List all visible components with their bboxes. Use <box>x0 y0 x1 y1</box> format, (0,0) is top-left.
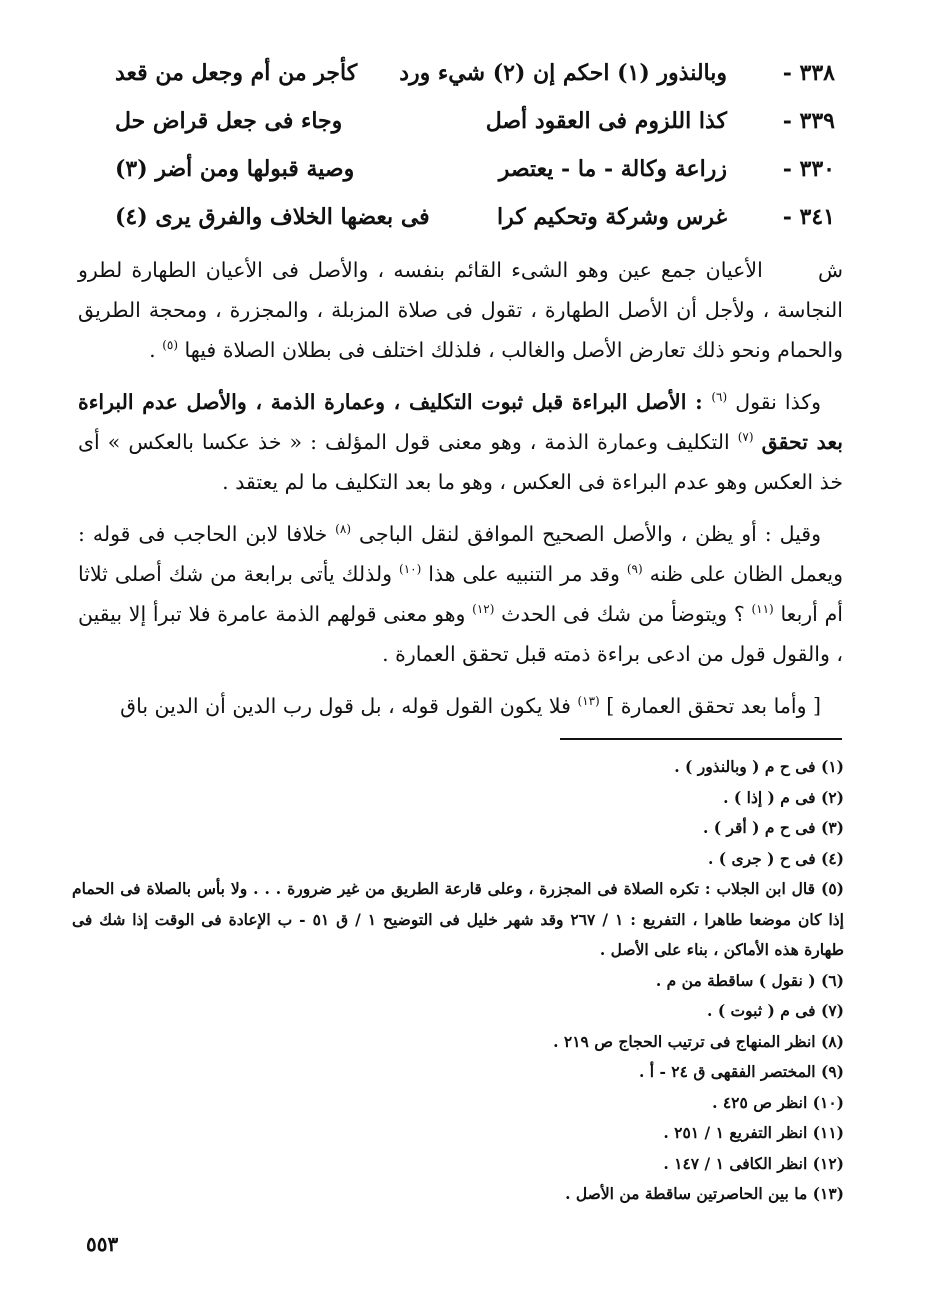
footnote: (٥) قال ابن الجلاب : تكره الصلاة فى المجزرة ، وعلى قارعة الطريق من غير ضرورة . . . ولا بأس بالصلاة فى الحمام إذا كان موضعا طاهرا ، التفريع : ١ / ٢٦٧ وقد شهر خليل فى التوضيح ١ / ق ٥١ - ب الإعادة فى الوقت إذا شك فى طهارة هذه الأماكن ، بناء على الأصل . <box>72 879 844 959</box>
footnote: (١١) انظر التفريع ١ / ٢٥١ . <box>663 1123 844 1142</box>
footnote-ref: (٦) <box>711 390 728 405</box>
paragraph-text: وهو معنى قولهم الذمة عامرة فلا تبرأ إلا بيقين ، والقول قول من ادعى براءة ذمته قبل تحقق العمارة . <box>78 602 843 666</box>
paragraph-end: . <box>149 338 163 362</box>
footnote: (٩) المختصر الفقهى ق ٢٤ - أ . <box>638 1062 844 1081</box>
verse-second-hemistich: وصية قبولها ومن أضر (٣) <box>115 156 355 182</box>
footnote: (١٠) انظر ص ٤٢٥ . <box>712 1092 844 1112</box>
paragraph-text: التكليف وعمارة الذمة ، وهو معنى قول المؤلف : « خذ عكسا بالعكس » أى خذ العكس وهو عدم البراءة فى العكس ، وهو ما بعد التكليف ما لم يعتقد . <box>78 430 843 494</box>
commentary-body <box>78 250 843 738</box>
footnote: (٨) انظر المنهاج فى ترتيب الحجاج ص ٢١٩ . <box>553 1031 844 1051</box>
commentary-marker: ش <box>817 258 843 282</box>
verse-number: ٣٤١ - <box>782 204 835 230</box>
verse-block <box>95 52 835 244</box>
footnote-ref: (١٣) <box>577 694 600 709</box>
footnote: (٣) فى ح م ( أقر ) . <box>702 818 844 837</box>
commentary-paragraph <box>78 514 843 674</box>
footnote-ref: (٩) <box>626 562 643 577</box>
footnote: (٤) فى ح ( جرى ) . <box>707 848 844 868</box>
verse-number: ٣٣٠ - <box>782 156 835 182</box>
footnote-separator <box>560 738 842 740</box>
paragraph-text: ولذلك يأتى برابعة من شك أصلى ثلاثا أم أربعا <box>78 562 843 626</box>
footnote-ref: (٨) <box>335 522 351 537</box>
paragraph-text: وقيل : أو يظن ، والأصل الصحيح الموافق لنقل الباجى <box>358 522 821 546</box>
footnote-ref: (١٠) <box>399 562 422 577</box>
commentary-paragraph <box>78 686 843 726</box>
verse-line <box>95 100 835 148</box>
verse-first-hemistich: غرس وشركة وتحكيم كرا <box>496 204 727 230</box>
footnote: (١٣) ما بين الحاصرتين ساقطة من الأصل . <box>565 1184 844 1203</box>
paragraph-text: وكذا نقول <box>735 390 821 414</box>
footnote: (١٢) انظر الكافى ١ / ١٤٧ . <box>663 1153 844 1173</box>
verse-first-hemistich: كذا اللزوم فى العقود أصل <box>485 108 727 134</box>
verse-line <box>95 52 835 100</box>
footnote-ref: (٧) <box>737 430 754 445</box>
footnote: (١) فى ح م ( وبالنذور ) . <box>674 757 844 776</box>
footnote: (٢) فى م ( إذا ) . <box>723 787 844 807</box>
footnote-ref: (١٢) <box>472 602 495 617</box>
footnote: (٦) ( نقول ) ساقطة من م . <box>655 970 844 990</box>
commentary-paragraph <box>78 250 843 370</box>
verse-second-hemistich: كأجر من أم وجعل من قعد <box>115 60 358 86</box>
footnote-ref: (٥) <box>162 338 179 353</box>
paragraph-text: خلافا لابن الحاجب فى قوله : ويعمل الظان على ظنه <box>78 522 843 586</box>
verse-second-hemistich: فى بعضها الخلاف والفرق يرى (٤) <box>115 204 430 230</box>
verse-number: ٣٣٨ - <box>782 60 835 86</box>
footnotes <box>72 752 844 1210</box>
paragraph-text: [ وأما بعد تحقق العمارة ] <box>606 694 821 718</box>
verse-first-hemistich: وبالنذور (١) احكم إن (٢) شيء ورد <box>399 60 727 86</box>
paragraph-text: وقد مر التنبيه على هذا <box>428 562 627 586</box>
page-number: ٥٥٣ <box>86 1232 119 1256</box>
footnote: (٧) فى م ( ثبوت ) . <box>707 1001 844 1020</box>
verse-second-hemistich: وجاء فى جعل قراض حل <box>115 108 343 134</box>
paragraph-text: ؟ ويتوضأ من شك فى الحدث <box>501 602 752 626</box>
footnote-ref: (١١) <box>751 602 774 617</box>
commentary-paragraph <box>78 382 843 502</box>
verse-first-hemistich: زراعة وكالة - ما - يعتصر <box>498 156 727 182</box>
paragraph-text: فلا يكون القول قوله ، بل قول رب الدين أن الدين باق <box>120 694 578 718</box>
paragraph-text: الأعيان جمع عين وهو الشىء القائم بنفسه ، والأصل فى الأعيان الطهارة لطرو النجاسة ، ولأجل أن الأصل الطهارة ، تقول فى صلاة المزبلة ، والمجزرة ، ومحجة الطريق والحمام ونحو ذلك تعارض الأصل والغالب ، فلذلك اختلف فى بطلان الصلاة فيها <box>78 258 843 362</box>
verse-number: ٣٣٩ - <box>782 108 835 134</box>
bold-text: : الأصل البراءة قبل ثبوت التكليف ، وعمارة الذمة ، والأصل عدم البراءة بعد تحقق <box>78 390 843 454</box>
verse-line <box>95 148 835 196</box>
verse-line <box>95 196 835 244</box>
